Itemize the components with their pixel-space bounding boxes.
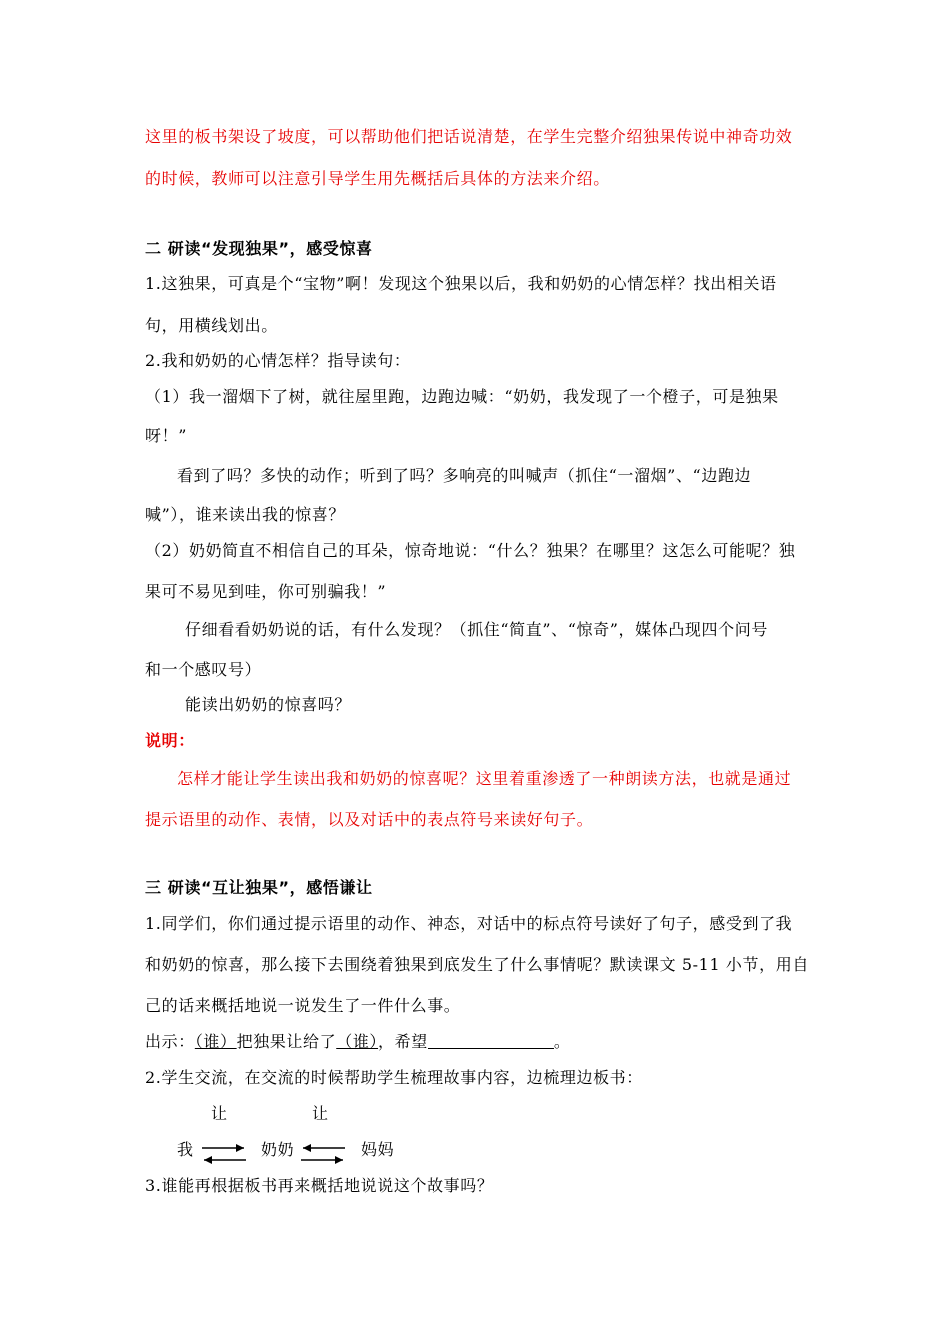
s3-show-line [145, 1032, 570, 1052]
s2-g1-line-2: 喊”），谁来读出我的惊喜？ [145, 505, 345, 524]
s3-p1-line-2: 和奶奶的惊喜，那么接下去围绕着独果到底发生了什么事情呢？默读课文 5-11 小节，用自 [145, 955, 809, 974]
show-end: 。 [553, 1032, 571, 1051]
s2-q2-line-1: （2）奶奶简直不相信自己的耳朵，惊奇地说：“什么？独果？在哪里？这怎么可能呢？独 [145, 541, 796, 560]
diagram-mama: 妈妈 [361, 1140, 395, 1159]
show-mid: 把独果让给了 [236, 1032, 337, 1051]
s2-note-label: 说明： [145, 731, 195, 750]
s3-p1-line-3: 己的话来概括地说一说发生了一件什么事。 [145, 996, 461, 1015]
diagram-nainai: 奶奶 [261, 1140, 295, 1159]
s3-p1-line-1: 1.同学们，你们通过提示语里的动作、神态，对话中的标点符号读好了句子，感受到了我 [145, 914, 793, 933]
s2-note-line-1: 怎样才能让学生读出我和奶奶的惊喜呢？这里着重渗透了一种朗读方法，也就是通过 [177, 769, 792, 788]
section3-heading: 三 研读“互让独果”，感悟谦让 [145, 878, 373, 897]
s2-g3: 能读出奶奶的惊喜吗？ [185, 695, 352, 714]
double-arrow-icon [297, 1141, 349, 1167]
s2-note-line-2: 提示语里的动作、表情，以及对话中的表点符号来读好句子。 [145, 810, 594, 829]
s2-q1-line-2: 呀！” [145, 426, 187, 445]
show-hope: ，希望 [378, 1032, 428, 1051]
note-top-line-1: 这里的板书架设了坡度，可以帮助他们把话说清楚，在学生完整介绍独果传说中神奇功效 [145, 127, 793, 146]
fill-in-blank [428, 1032, 554, 1049]
s2-q1-line-1: （1）我一溜烟下了树，就往屋里跑，边跑边喊：“奶奶，我发现了一个橙子，可是独果 [145, 387, 779, 406]
diagram-rang-2: 让 [312, 1104, 329, 1123]
diagram-wo: 我 [177, 1140, 194, 1159]
s2-g2-line-2: 和一个感叹号） [145, 660, 262, 679]
double-arrow-icon [198, 1141, 250, 1167]
s3-p2: 2.学生交流，在交流的时候帮助学生梳理故事内容，边梳理边板书： [145, 1068, 643, 1087]
s3-p3: 3.谁能再根据板书再来概括地说说这个故事吗？ [145, 1176, 494, 1195]
show-who-1: （谁） [194, 1032, 237, 1051]
diagram-rang-1: 让 [211, 1104, 228, 1123]
show-prefix: 出示： [145, 1032, 195, 1051]
show-who-2: （谁） [336, 1032, 379, 1051]
s2-g2-line-1: 仔细看看奶奶说的话，有什么发现？（抓住“简直”、“惊奇”，媒体凸现四个问号 [185, 620, 768, 639]
note-top-line-2: 的时候，教师可以注意引导学生用先概括后具体的方法来介绍。 [145, 169, 610, 188]
section2-heading: 二 研读“发现独果”，感受惊喜 [145, 239, 373, 258]
s2-p2: 2.我和奶奶的心情怎样？指导读句： [145, 351, 411, 370]
s2-q2-line-2: 果可不易见到哇，你可别骗我！” [145, 582, 387, 601]
s2-g1-line-1: 看到了吗？多快的动作；听到了吗？多响亮的叫喊声（抓住“一溜烟”、“边跑边 [177, 466, 752, 485]
s2-p1-line-1: 1.这独果，可真是个“宝物”啊！发现这个独果以后，我和奶奶的心情怎样？找出相关语 [145, 274, 777, 293]
s2-p1-line-2: 句，用横线划出。 [145, 316, 278, 335]
